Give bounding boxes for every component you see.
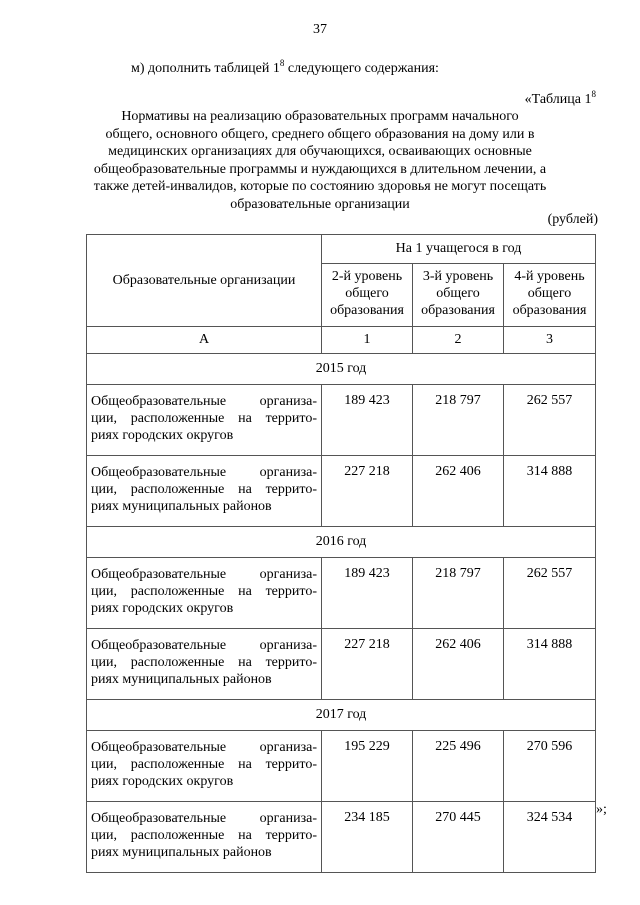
org-city-districts: [87, 731, 322, 802]
org-name-line: риях муниципальных районов: [91, 672, 272, 687]
closing-quote: »;: [596, 802, 607, 817]
value-cell: 262 406: [413, 456, 504, 527]
org-municipal-districts: [87, 629, 322, 700]
org-municipal-districts: [87, 456, 322, 527]
org-name-line: Общеобразовательные организа-: [91, 638, 317, 653]
year-row: [87, 700, 596, 731]
year-label: 2015 год: [87, 354, 596, 385]
header-organizations: Образовательные организации: [87, 235, 322, 327]
header-row: [87, 235, 596, 264]
value-cell: 218 797: [413, 558, 504, 629]
value-cell: 195 229: [322, 731, 413, 802]
value-cell: 262 406: [413, 629, 504, 700]
org-name-line: ции, расположенные на террито-: [91, 757, 317, 772]
org-name-line: ции, расположенные на террито-: [91, 584, 317, 599]
table-row: [87, 558, 596, 629]
table-row: [87, 731, 596, 802]
table-row: [87, 385, 596, 456]
year-row: [87, 527, 596, 558]
header-level-2: 2-й уровень общего образования: [322, 264, 413, 327]
org-municipal-districts: [87, 802, 322, 873]
table-title-line: также детей-инвалидов, которые по состоянию здоровья не могут посещать: [93, 179, 547, 194]
org-name-line: Общеобразовательные организа-: [91, 465, 317, 480]
header-level-4: 4-й уровень общего образования: [504, 264, 596, 327]
year-label: 2016 год: [87, 527, 596, 558]
org-name-line: ции, расположенные на террито-: [91, 411, 317, 426]
value-cell: 189 423: [322, 558, 413, 629]
value-cell: 314 888: [504, 629, 596, 700]
table-row: [87, 456, 596, 527]
org-name-line: Общеобразовательные организа-: [91, 811, 317, 826]
table-title-line: образовательные организации: [230, 196, 410, 212]
intro-text-after: следующего содержания:: [284, 61, 439, 76]
value-cell: 270 596: [504, 731, 596, 802]
value-cell: 262 557: [504, 558, 596, 629]
org-name-line: Общеобразовательные организа-: [91, 740, 317, 755]
value-cell: 227 218: [322, 629, 413, 700]
value-cell: 314 888: [504, 456, 596, 527]
table-row: [87, 802, 596, 873]
org-name-line: ции, расположенные на террито-: [91, 482, 317, 497]
value-cell: 324 534: [504, 802, 596, 873]
header-per-student: На 1 учащегося в год: [322, 235, 596, 264]
table-reference-superscript: 8: [591, 89, 596, 99]
intro-text-before: м) дополнить таблицей 1: [131, 61, 280, 76]
index-cell: 1: [322, 327, 413, 354]
org-city-districts: [87, 385, 322, 456]
index-row: [87, 327, 596, 354]
year-row: [87, 354, 596, 385]
org-name-line: ции, расположенные на террито-: [91, 655, 317, 670]
table-reference-text: «Таблица 1: [524, 92, 592, 107]
value-cell: 270 445: [413, 802, 504, 873]
index-cell: А: [87, 327, 322, 354]
value-cell: 218 797: [413, 385, 504, 456]
org-name-line: Общеобразовательные организа-: [91, 567, 317, 582]
header-level-3: 3-й уровень общего образования: [413, 264, 504, 327]
org-name-line: риях муниципальных районов: [91, 499, 272, 514]
org-city-districts: [87, 558, 322, 629]
value-cell: 227 218: [322, 456, 413, 527]
table-reference: [524, 89, 596, 108]
standards-table: [86, 234, 596, 873]
org-name-line: ции, расположенные на террито-: [91, 828, 317, 843]
intro-superscript: 8: [279, 58, 285, 68]
value-cell: 225 496: [413, 731, 504, 802]
table-row: [87, 629, 596, 700]
org-name-line: Общеобразовательные организа-: [91, 394, 317, 409]
page-number: 37: [313, 22, 327, 37]
index-cell: 3: [504, 327, 596, 354]
org-name-line: риях муниципальных районов: [91, 845, 272, 860]
index-cell: 2: [413, 327, 504, 354]
intro-text: [131, 58, 439, 77]
table-title-line: Нормативы на реализацию образовательных программ начального: [121, 109, 519, 124]
table-title: [0, 108, 640, 213]
org-name-line: риях городских округов: [91, 601, 234, 616]
table-title-line: медицинских организациях для обучающихся, осваивающих основные: [108, 144, 532, 159]
table-title-line: общеобразовательные программы и нуждающихся в длительном лечении, а: [93, 161, 547, 177]
org-name-line: риях городских округов: [91, 774, 234, 789]
unit-label: (рублей): [547, 212, 598, 227]
value-cell: 234 185: [322, 802, 413, 873]
year-label: 2017 год: [87, 700, 596, 731]
table-title-line: общего, основного общего, среднего общего образования на дому или в: [105, 126, 535, 142]
value-cell: 189 423: [322, 385, 413, 456]
org-name-line: риях городских округов: [91, 428, 234, 443]
value-cell: 262 557: [504, 385, 596, 456]
